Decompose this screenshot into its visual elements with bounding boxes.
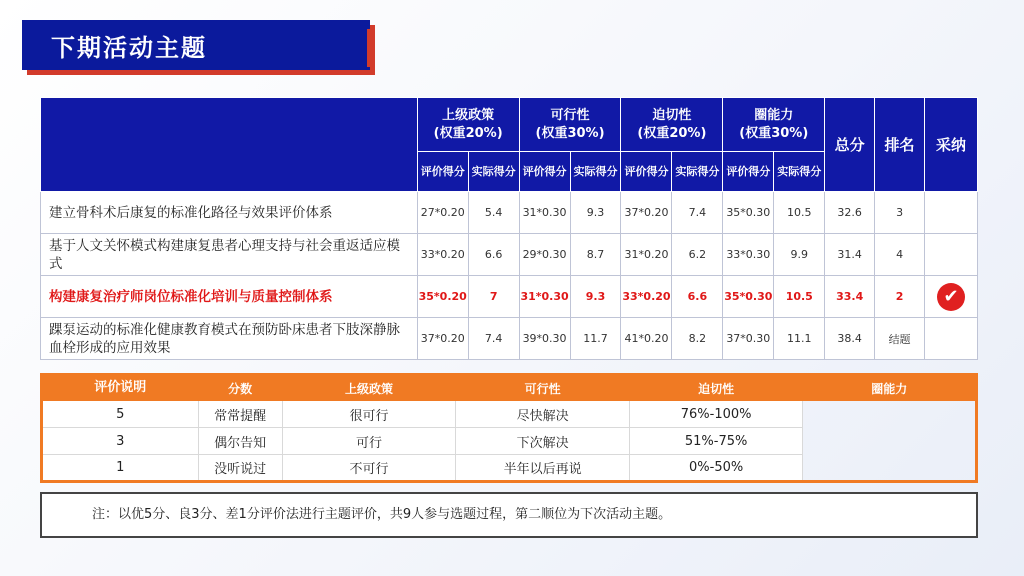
adopt-cell: [925, 192, 978, 234]
rank-cell: 3: [875, 192, 925, 234]
score-cell: 10.5: [774, 276, 825, 318]
score-cell: 31*0.20: [621, 234, 672, 276]
score-cell: 10.5: [774, 192, 825, 234]
legend-cell: 没听说过: [198, 455, 282, 482]
score-cell: 27*0.20: [417, 192, 468, 234]
table-row: [41, 234, 978, 276]
total-cell: 38.4: [825, 318, 875, 360]
topic-name: 建立骨科术后康复的标准化路径与效果评价体系: [41, 192, 418, 234]
topic-name: 基于人文关怀模式构建康复患者心理支持与社会重返适应模式: [41, 234, 418, 276]
score-cell: 33*0.20: [417, 234, 468, 276]
eval-score-header: 评价得分: [621, 152, 672, 192]
score-cell: 5.4: [468, 192, 519, 234]
topic-evaluation-table: [40, 97, 978, 360]
actual-score-header: 实际得分: [774, 152, 825, 192]
score-cell: 7.4: [672, 192, 723, 234]
page-title-bar: [22, 20, 370, 70]
legend-row: [42, 455, 977, 482]
rank-cell: 2: [875, 276, 925, 318]
legend-header: 分数: [198, 375, 282, 401]
score-cell: 33*0.30: [723, 234, 774, 276]
legend-cell: 很可行: [282, 401, 456, 428]
criterion-header: 上级政策 (权重20%): [417, 98, 519, 152]
legend-cell: 常常提醒: [198, 401, 282, 428]
score-cell: 11.1: [774, 318, 825, 360]
total-cell: 32.6: [825, 192, 875, 234]
rank-cell: 4: [875, 234, 925, 276]
total-cell: 31.4: [825, 234, 875, 276]
page-title: 下期活动主题: [51, 33, 207, 62]
actual-score-header: 实际得分: [570, 152, 621, 192]
table-row: [41, 192, 978, 234]
score-cell: 6.2: [672, 234, 723, 276]
legend-cell: 1: [42, 455, 199, 482]
criterion-header: 圈能力 (权重30%): [723, 98, 825, 152]
score-cell: 9.3: [570, 276, 621, 318]
adopt-cell: [925, 276, 978, 318]
legend-row: [42, 428, 977, 455]
legend-cell: 不可行: [282, 455, 456, 482]
legend-cell: 半年以后再说: [456, 455, 630, 482]
score-cell: 7.4: [468, 318, 519, 360]
total-header: 总分: [825, 98, 875, 192]
legend-header: 可行性: [456, 375, 630, 401]
score-cell: 37*0.20: [621, 192, 672, 234]
legend-header: 上级政策: [282, 375, 456, 401]
title-accent: [367, 29, 373, 67]
score-cell: 37*0.30: [723, 318, 774, 360]
score-cell: 8.2: [672, 318, 723, 360]
legend-cell: 51%-75%: [629, 428, 803, 455]
eval-score-header: 评价得分: [519, 152, 570, 192]
legend-cell: 3: [42, 428, 199, 455]
score-cell: 35*0.30: [723, 276, 774, 318]
score-cell: 6.6: [468, 234, 519, 276]
legend-header: 圈能力: [803, 375, 977, 401]
check-icon: ✔: [937, 283, 965, 311]
score-cell: 29*0.30: [519, 234, 570, 276]
legend-header: 迫切性: [629, 375, 803, 401]
actual-score-header: 实际得分: [468, 152, 519, 192]
eval-score-header: 评价得分: [417, 152, 468, 192]
rank-header: 排名: [875, 98, 925, 192]
score-cell: 9.9: [774, 234, 825, 276]
score-cell: 31*0.30: [519, 276, 570, 318]
score-cell: 35*0.30: [723, 192, 774, 234]
score-cell: 31*0.30: [519, 192, 570, 234]
score-cell: 37*0.20: [417, 318, 468, 360]
topic-header-blank: [41, 98, 418, 192]
criterion-header: 可行性 (权重30%): [519, 98, 621, 152]
score-cell: 8.7: [570, 234, 621, 276]
score-cell: 7: [468, 276, 519, 318]
score-cell: 39*0.30: [519, 318, 570, 360]
total-cell: 33.4: [825, 276, 875, 318]
score-cell: 6.6: [672, 276, 723, 318]
legend-row: [42, 401, 977, 428]
rank-cell: 结题: [875, 318, 925, 360]
actual-score-header: 实际得分: [672, 152, 723, 192]
score-cell: 9.3: [570, 192, 621, 234]
legend-cell: 下次解决: [456, 428, 630, 455]
footnote: 注：以优5分、良3分、差1分评价法进行主题评价，共9人参与选题过程，第二顺位为下次活动主题。: [40, 492, 978, 538]
adopt-cell: [925, 318, 978, 360]
adopt-cell: [925, 234, 978, 276]
score-cell: 35*0.20: [417, 276, 468, 318]
legend-cell: 76%-100%: [629, 401, 803, 428]
topic-name: 构建康复治疗师岗位标准化培训与质量控制体系: [41, 276, 418, 318]
evaluation-legend-table: [40, 373, 978, 483]
eval-score-header: 评价得分: [723, 152, 774, 192]
score-cell: 41*0.20: [621, 318, 672, 360]
topic-name: 踝泵运动的标准化健康教育模式在预防卧床患者下肢深静脉血栓形成的应用效果: [41, 318, 418, 360]
legend-label: 评价说明: [42, 375, 199, 401]
legend-cell: 偶尔告知: [198, 428, 282, 455]
legend-cell: 尽快解决: [456, 401, 630, 428]
score-cell: 11.7: [570, 318, 621, 360]
legend-cell: 可行: [282, 428, 456, 455]
table-row-selected: [41, 276, 978, 318]
criterion-header: 迫切性 (权重20%): [621, 98, 723, 152]
adopt-header: 采纳: [925, 98, 978, 192]
legend-cell: 0%-50%: [629, 455, 803, 482]
table-row: [41, 318, 978, 360]
legend-cell: 5: [42, 401, 199, 428]
score-cell: 33*0.20: [621, 276, 672, 318]
